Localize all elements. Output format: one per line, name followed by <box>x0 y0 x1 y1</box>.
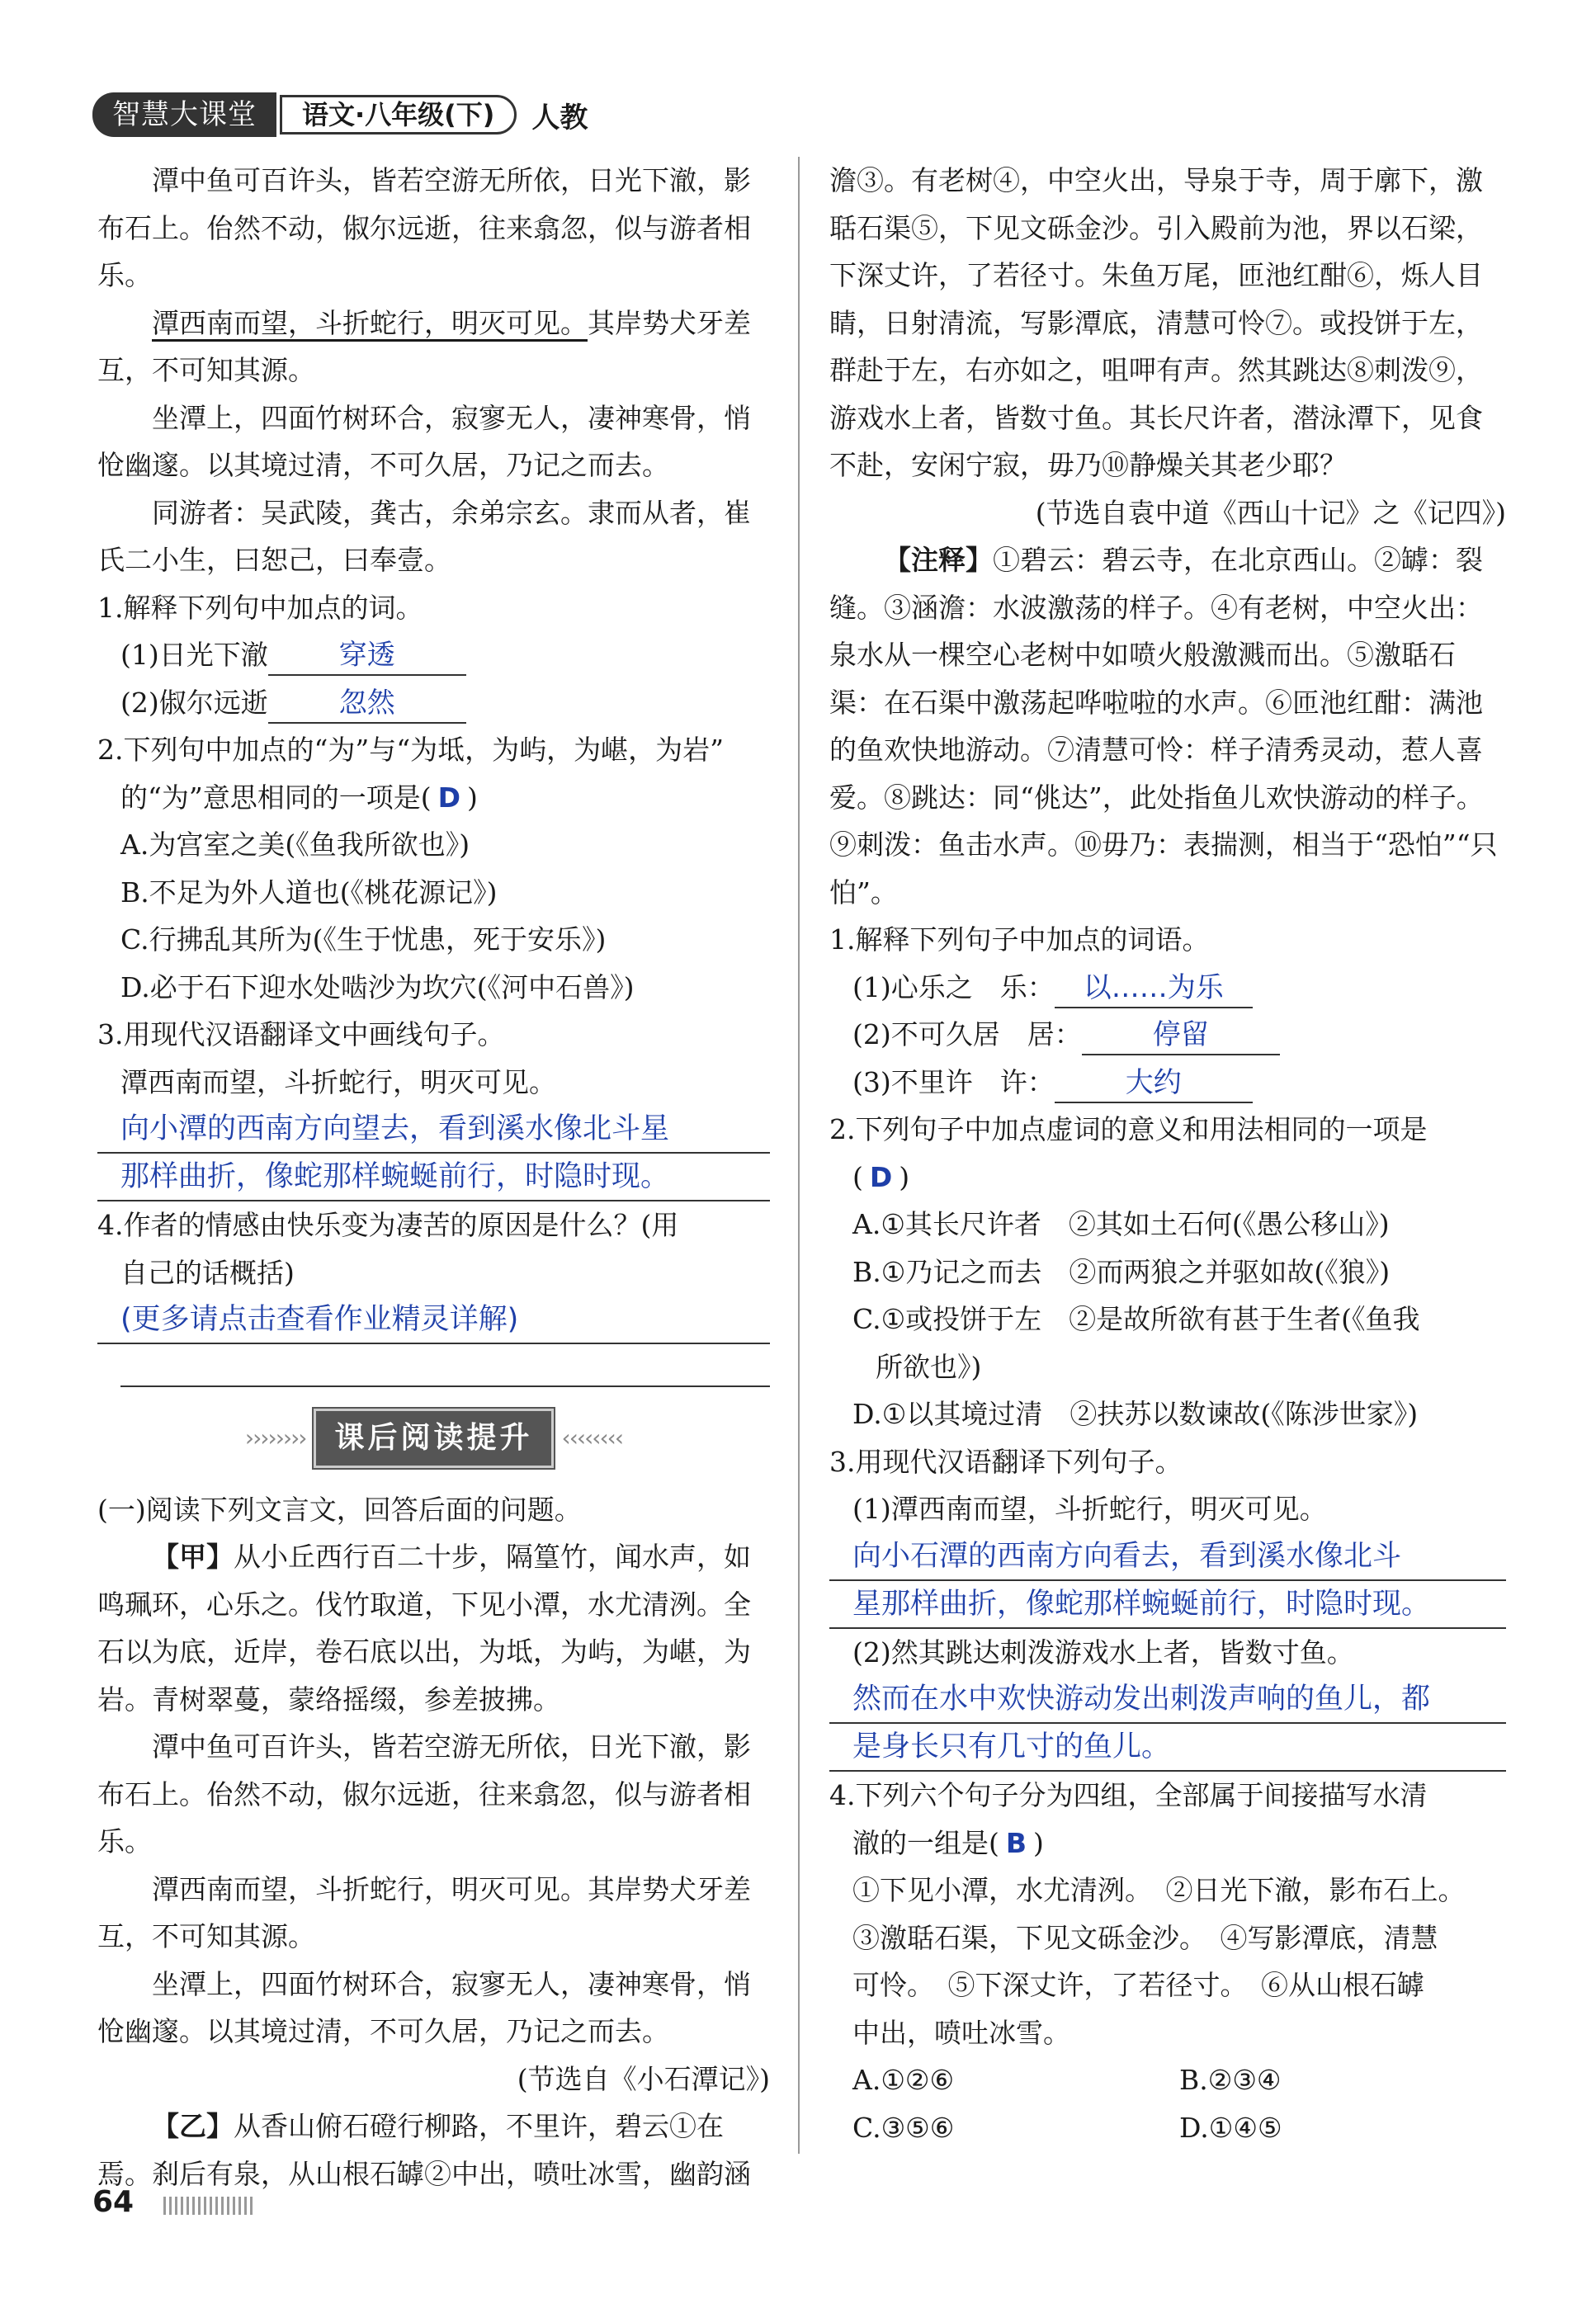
underlined-sentence: 潭西南而望，斗折蛇行，明灭可见。 <box>152 306 588 339</box>
answer-field[interactable]: 穿透 <box>268 636 466 676</box>
choice-answer[interactable]: D <box>437 781 461 814</box>
annotations: 【注释】①碧云：碧云寺，在北京西山。②罅：裂缝。③涵澹：水波激荡的样子。④有老树，中空火出：泉水从一棵空心老树中如喷火般激溅而出。⑤激聒石渠：在石渠中激荡起哗啦啦的水声。⑥匝池红酣：满池的鱼欢快地游动。⑦清慧可怜：样子清秀灵动，惹人喜爱。⑧跳达：同“佻达”，此处指鱼儿欢快游动的样子。⑨刺泼：鱼击水声。⑩毋乃：表揣测，相当于“恐怕”“只怕”。 <box>829 544 1498 909</box>
option: D.必于石下迎水处啮沙为坎穴(《河中石兽》) <box>120 970 635 1003</box>
answer-field[interactable]: 以……为乐 <box>1055 969 1253 1008</box>
answer-field[interactable]: 忽然 <box>268 684 466 724</box>
passage-source: (节选自袁中道《西山十记》之《记四》) <box>1035 496 1506 529</box>
option: A.为宫室之美(《鱼我所欲也》) <box>120 828 470 861</box>
question-4-stem: 4.作者的情感由快乐变为凄苦的原因是什么？(用 <box>97 1209 679 1241</box>
option: B.不足为外人道也(《桃花源记》) <box>120 876 498 909</box>
option: D.①以其境过清 ②扶苏以数谏故(《陈涉世家》) <box>852 1398 1419 1430</box>
question-2-stem-cont: 的“为”意思相同的一项是( D ) <box>120 781 478 814</box>
answer-line[interactable]: 向小石潭的西南方向看去，看到溪水像北斗 <box>829 1533 1506 1581</box>
sentence-line: ①下见小潭，水尤清洌。 ②日光下澈，影布石上。 <box>852 1874 1466 1906</box>
option: A.①②⑥ <box>852 2064 955 2096</box>
passage-paragraph: 澹③。有老树④，中空火出，导泉于寺，周于廓下，激聒石渠⑤，下见文砾金沙。引入殿前为池，界以石梁，下深丈许，了若径寸。朱鱼万尾，匝池红酣⑥，烁人目睛，日射清流，写影潭底，清慧可怜⑦。或投饼于左，群赴于左，右亦如之，咀呷有声。然其跳达⑧刺泼⑨，游戏水上者，皆数寸鱼。其长尺许者，潜泳潭下，见食不赴，安闲宁寂，毋乃⑩静燥关其老少耶？ <box>829 164 1483 481</box>
answer-line[interactable]: 是身长只有几寸的鱼儿。 <box>829 1724 1506 1772</box>
edition-label: 人教 <box>531 101 588 135</box>
sentence-line: ③激聒石渠，下见文砾金沙。 ④写影潭底，清慧 <box>852 1921 1438 1954</box>
answer-line[interactable]: 那样曲折，像蛇那样蜿蜒前行，时隐时现。 <box>97 1154 770 1201</box>
left-column <box>97 157 770 2197</box>
page-header <box>92 92 588 137</box>
passage-paragraph: 【乙】从香山俯石磴行柳路，不里许，碧云①在焉。刹后有泉，从山根石罅②中出，喷吐冰雪，幽韵涵 <box>97 2110 751 2190</box>
question-1-item: (3)不里许 许： 大约 <box>829 1059 1506 1107</box>
answer-line[interactable]: 星那样曲折，像蛇那样蜿蜒前行，时隐时现。 <box>829 1581 1506 1629</box>
section-banner <box>97 1409 770 1468</box>
question-4-stem-cont: 澈的一组是( B ) <box>852 1826 1044 1859</box>
answer-field[interactable]: 停留 <box>1082 1016 1280 1055</box>
passage-paragraph: 潭西南而望，斗折蛇行，明灭可见。其岸势犬牙差互，不可知其源。 <box>97 1872 751 1952</box>
right-column <box>829 157 1506 2151</box>
chevrons-right-icon: ›››››››› <box>244 1424 306 1452</box>
option-cont: 所欲也》) <box>876 1350 982 1383</box>
passage-paragraph: 潭西南而望，斗折蛇行，明灭可见。其岸势犬牙差互，不可知其源。 <box>97 306 751 386</box>
choice-answer[interactable]: B <box>1005 1826 1027 1859</box>
answer-line-empty[interactable] <box>120 1344 770 1387</box>
question-2-paren: ( D ) <box>852 1160 910 1193</box>
sentence-line: 中出，喷吐冰雪。 <box>852 2016 1070 2049</box>
passage-paragraph: 坐潭上，四面竹树环合，寂寥无人，凄神寒骨，悄怆幽邃。以其境过清，不可久居，乃记之而去。 <box>97 401 751 481</box>
passage-paragraph: 同游者：吴武陵，龚古，余弟宗玄。隶而从者，崔氏二小生，曰恕己，曰奉壹。 <box>97 496 751 576</box>
question-3-stem: 3.用现代汉语翻译下列句子。 <box>829 1445 1183 1478</box>
option: C.行拂乱其所为(《生于忧患，死于安乐》) <box>120 923 607 956</box>
question-3-sentence: (2)然其跳达刺泼游戏水上者，皆数寸鱼。 <box>852 1636 1354 1669</box>
choice-answer[interactable]: D <box>869 1160 893 1193</box>
option: A.①其长尺许者 ②其如土石何(《愚公移山》) <box>852 1208 1390 1240</box>
answer-line[interactable]: 向小潭的西南方向望去，看到溪水像北斗星 <box>97 1106 770 1154</box>
passage-paragraph: 【甲】从小丘西行百二十步，隔篁竹，闻水声，如鸣珮环，心乐之。伐竹取道，下见小潭，水尤清洌。全石以为底，近岸，卷石底以出，为坻，为屿，为嵁，为岩。青树翠蔓，蒙络摇缀，参差披拂。 <box>97 1541 751 1716</box>
page-number: 64 <box>92 2185 135 2219</box>
series-brand: 智慧大课堂 <box>92 92 276 137</box>
choice-row <box>829 2056 1506 2104</box>
option: C.①或投饼于左 ②是故所欲有甚于生者(《鱼我 <box>852 1303 1420 1335</box>
passage-paragraph: 坐潭上，四面竹树环合，寂寥无人，凄神寒骨，悄怆幽邃。以其境过清，不可久居，乃记之而去。 <box>97 1967 751 2047</box>
question-1-item: (1)日光下澈 穿透 <box>97 631 770 679</box>
passage-paragraph: 潭中鱼可百许头，皆若空游无所依，日光下澈，影布石上。佁然不动，俶尔远逝，往来翕忽，似与游者相乐。 <box>97 1730 751 1857</box>
question-1-item: (2)俶尔远逝 忽然 <box>97 679 770 727</box>
choice-row <box>829 2104 1506 2152</box>
answer-line[interactable]: 然而在水中欢快游动发出刺泼声响的鱼儿，都 <box>829 1676 1506 1724</box>
question-1-item: (1)心乐之 乐： 以……为乐 <box>829 964 1506 1012</box>
column-divider <box>798 157 800 2154</box>
chevrons-left-icon: ‹‹‹‹‹‹‹‹ <box>561 1424 623 1452</box>
question-4-stem: 4.下列六个句子分为四组，全部属于间接描写水清 <box>829 1779 1428 1811</box>
page-number-decoration <box>163 2197 254 2215</box>
section-title: 课后阅读提升 <box>314 1409 553 1468</box>
passage-source: (节选自《小石潭记》) <box>517 2062 770 2095</box>
passage-paragraph: 潭中鱼可百许头，皆若空游无所依，日光下澈，影布石上。佁然不动，俶尔远逝，往来翕忽，似与游者相乐。 <box>97 164 751 291</box>
question-3-sentence: 潭西南而望，斗折蛇行，明灭可见。 <box>120 1065 556 1098</box>
answer-link[interactable]: (更多请点击查看作业精灵详解) <box>97 1296 770 1344</box>
reading-intro: (一)阅读下列文言文，回答后面的问题。 <box>97 1493 582 1526</box>
question-2-stem: 2.下列句中加点的“为”与“为坻，为屿，为嵁，为岩” <box>97 734 724 766</box>
sentence-line: 可怜。 ⑤下深丈许，了若径寸。 ⑥从山根石罅 <box>852 1969 1424 2001</box>
subject-label: 语文·八年级(下) <box>280 95 517 135</box>
option: B.①乃记之而去 ②而两狼之并驱如故(《狼》) <box>852 1255 1391 1288</box>
question-1-item: (2)不可久居 居： 停留 <box>829 1011 1506 1059</box>
question-3-stem: 3.用现代汉语翻译文中画线句子。 <box>97 1018 505 1050</box>
question-1-stem: 1.解释下列句中加点的词。 <box>97 591 423 624</box>
answer-field[interactable]: 大约 <box>1055 1064 1253 1103</box>
question-2-stem: 2.下列句子中加点虚词的意义和用法相同的一项是 <box>829 1113 1428 1145</box>
option: D.①④⑤ <box>1179 2111 1282 2144</box>
question-4-stem-cont: 自己的话概括) <box>120 1256 295 1289</box>
option: C.③⑤⑥ <box>852 2111 955 2144</box>
option: B.②③④ <box>1179 2064 1282 2096</box>
question-1-stem: 1.解释下列句子中加点的词语。 <box>829 923 1210 956</box>
question-3-sentence: (1)潭西南而望，斗折蛇行，明灭可见。 <box>852 1493 1327 1525</box>
